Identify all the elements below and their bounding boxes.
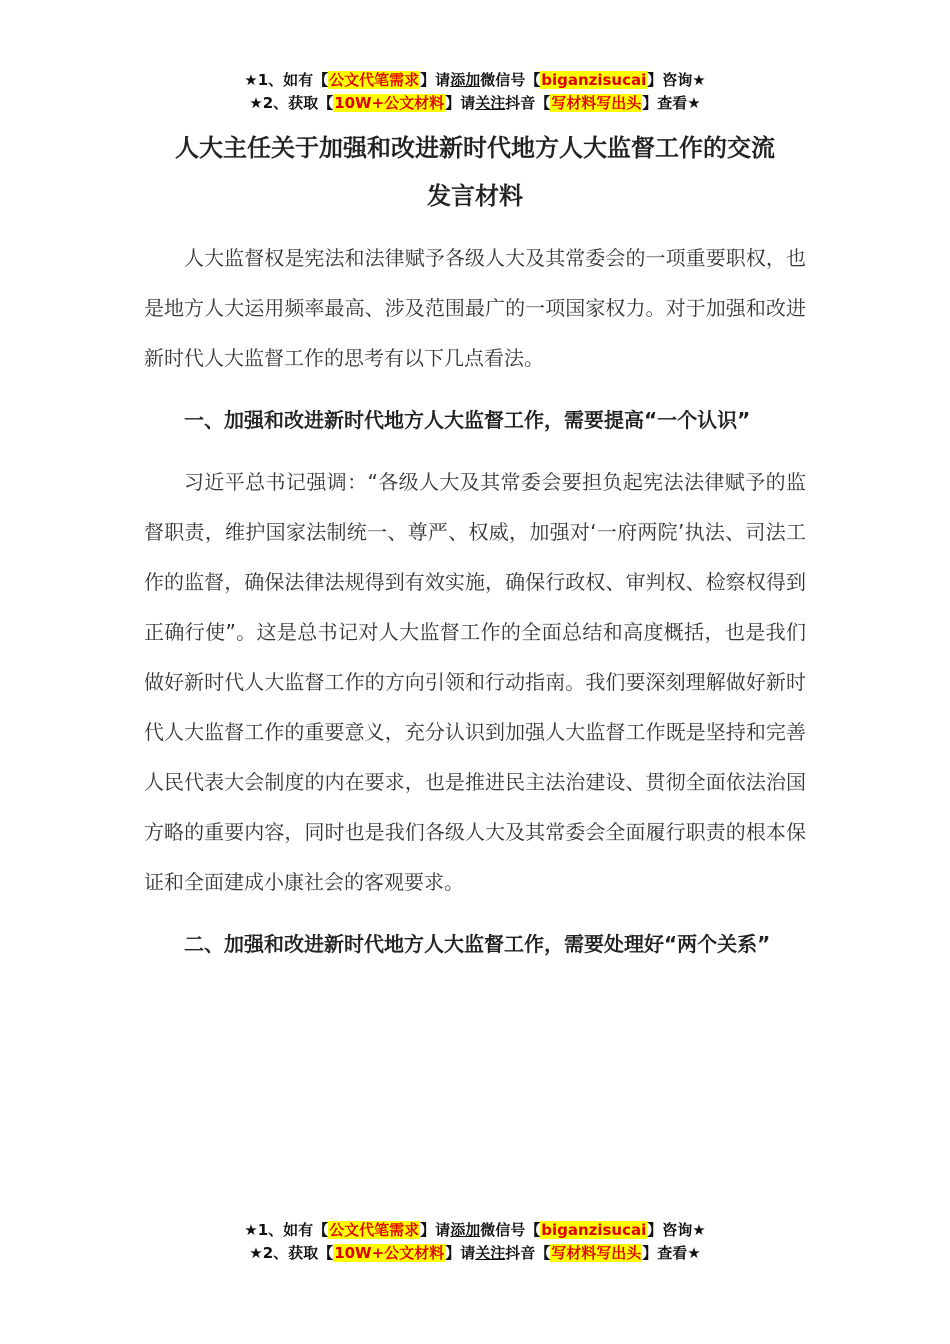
ad-highlight-douyin: 写材料写出头 [551,1244,642,1262]
ad-underlined-text: 添加 [450,1221,481,1239]
ad-text: 】查看★ [642,94,701,112]
ad-underlined-text: 关注 [475,94,506,112]
document-body [144,233,806,969]
ad-line-2 [0,1242,950,1265]
ad-line-1 [0,1219,950,1242]
ad-underlined-text: 添加 [450,71,481,89]
ad-text: ★2、获取【 [249,94,334,112]
header-ad-banner [0,69,950,115]
ad-highlight-wechat-id: biganzisucai [541,1221,647,1239]
ad-text: 抖音【 [505,1244,551,1262]
ad-text: 】请 [420,71,451,89]
section-heading-1: 一、加强和改进新时代地方人大监督工作，需要提高“一个认识” [184,408,751,432]
title-line-1: 人大主任关于加强和改进新时代地方人大监督工作的交流 [175,134,775,162]
ad-text: 微信号【 [480,1221,541,1239]
ad-text: ★1、如有【 [244,1221,329,1239]
ad-text: ★1、如有【 [244,71,329,89]
document-title [144,124,806,220]
ad-text: 微信号【 [480,71,541,89]
ad-text: ★2、获取【 [249,1244,334,1262]
ad-highlight-materials: 10W+公文材料 [334,94,445,112]
ad-highlight-douyin: 写材料写出头 [551,94,642,112]
title-line-2: 发言材料 [427,182,523,210]
section-1-paragraph: 习近平总书记强调：“各级人大及其常委会要担负起宪法法律赋予的监督职责，维护国家法制统一、尊严、权威，加强对‘一府两院’执法、司法工作的监督，确保法律法规得到有效实施，确保行政权、审判权、检察权得到正确行使”。这是总书记对人大监督工作的全面总结和高度概括，也是我们做好新时代人大监督工作的方向引领和行动指南。我们要深刻理解做好新时代人大监督工作的重要意义，充分认识到加强人大监督工作既是坚持和完善人民代表大会制度的内在要求，也是推进民主法治建设、贯彻全面依法治国方略的重要内容，同时也是我们各级人大及其常委会全面履行职责的根本保证和全面建成小康社会的客观要求。 [144,470,806,894]
ad-highlight-materials: 10W+公文材料 [334,1244,445,1262]
ad-highlight-service: 公文代笔需求 [329,71,420,89]
ad-text: 】咨询★ [647,71,706,89]
ad-text: 抖音【 [505,94,551,112]
ad-underlined-text: 关注 [475,1244,506,1262]
footer-ad-banner [0,1219,950,1265]
ad-text: 】查看★ [642,1244,701,1262]
intro-paragraph: 人大监督权是宪法和法律赋予各级人大及其常委会的一项重要职权，也是地方人大运用频率最高、涉及范围最广的一项国家权力。对于加强和改进新时代人大监督工作的思考有以下几点看法。 [144,246,806,370]
ad-text: 】请 [445,94,476,112]
ad-highlight-service: 公文代笔需求 [329,1221,420,1239]
ad-text: 】请 [420,1221,451,1239]
ad-text: 】请 [445,1244,476,1262]
ad-text: 】咨询★ [647,1221,706,1239]
ad-line-1 [0,69,950,92]
ad-highlight-wechat-id: biganzisucai [541,71,647,89]
ad-line-2 [0,92,950,115]
section-heading-2: 二、加强和改进新时代地方人大监督工作，需要处理好“两个关系” [184,932,771,956]
